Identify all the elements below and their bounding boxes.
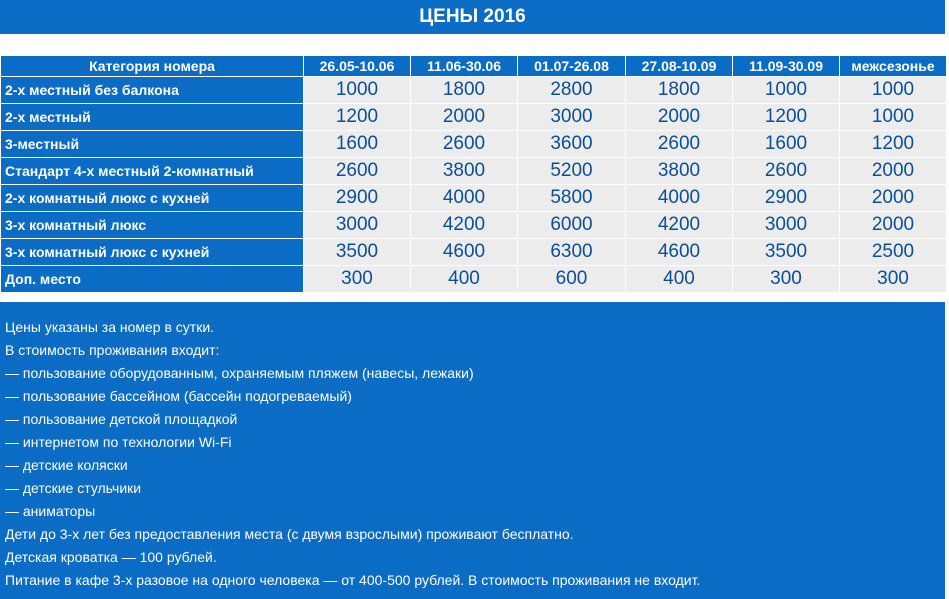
price-cell: 2600	[733, 158, 840, 185]
table-row	[1, 158, 947, 185]
price-cell: 1600	[304, 131, 411, 158]
table-row	[1, 131, 947, 158]
price-cell: 6300	[518, 239, 626, 266]
header-category: Категория номера	[1, 56, 304, 77]
price-cell: 3500	[304, 239, 411, 266]
price-cell: 3600	[518, 131, 626, 158]
table-header-row	[1, 56, 947, 77]
price-cell: 1800	[411, 77, 518, 104]
price-cell: 2800	[518, 77, 626, 104]
price-cell: 3000	[304, 212, 411, 239]
note-line: В стоимость проживания входит:	[5, 342, 220, 358]
table-row	[1, 266, 947, 293]
note-line: — детские стульчики	[5, 480, 142, 496]
price-cell: 300	[840, 266, 947, 293]
price-cell: 5800	[518, 185, 626, 212]
price-cell: 600	[518, 266, 626, 293]
room-category-cell: 3-х комнатный люкс с кухней	[1, 239, 304, 266]
price-cell: 1000	[840, 104, 947, 131]
header-period-1: 26.05-10.06	[304, 56, 411, 77]
price-cell: 300	[304, 266, 411, 293]
note-line: Питание в кафе 3-х разовое на одного человека — от 400-500 рублей. В стоимость проживания не входит.	[5, 572, 701, 588]
price-cell: 2600	[411, 131, 518, 158]
price-cell: 300	[733, 266, 840, 293]
price-cell: 4000	[411, 185, 518, 212]
price-cell: 5200	[518, 158, 626, 185]
room-category-cell: 3-местный	[1, 131, 304, 158]
note-line: — детские коляски	[5, 457, 128, 473]
page-title: ЦЕНЫ 2016	[0, 0, 945, 34]
price-cell: 1200	[733, 104, 840, 131]
price-cell: 2000	[840, 185, 947, 212]
table-row	[1, 104, 947, 131]
price-cell: 1200	[304, 104, 411, 131]
price-cell: 400	[411, 266, 518, 293]
price-cell: 400	[626, 266, 733, 293]
price-cell: 2000	[411, 104, 518, 131]
price-cell: 2600	[304, 158, 411, 185]
price-cell: 2900	[733, 185, 840, 212]
price-cell: 1200	[840, 131, 947, 158]
price-cell: 4000	[626, 185, 733, 212]
price-cell: 1000	[840, 77, 947, 104]
note-line: Цены указаны за номер в сутки.	[5, 319, 215, 335]
price-cell: 4200	[626, 212, 733, 239]
header-period-3: 01.07-26.08	[518, 56, 626, 77]
price-cell: 2500	[840, 239, 947, 266]
note-line: — пользование детской площадкой	[5, 411, 238, 427]
price-cell: 2000	[840, 212, 947, 239]
room-category-cell: 2-х местный без балкона	[1, 77, 304, 104]
header-off-season: межсезонье	[840, 56, 947, 77]
note-line: — пользование бассейном (бассейн подогреваемый)	[5, 388, 352, 404]
table-row	[1, 185, 947, 212]
price-cell: 3000	[518, 104, 626, 131]
note-line: — аниматоры	[5, 503, 96, 519]
header-period-5: 11.09-30.09	[733, 56, 840, 77]
price-cell: 2000	[626, 104, 733, 131]
notes-section	[0, 302, 945, 599]
price-cell: 1800	[626, 77, 733, 104]
room-category-cell: 2-х местный	[1, 104, 304, 131]
table-body	[1, 77, 947, 293]
price-cell: 3800	[626, 158, 733, 185]
note-line: Детская кроватка — 100 рублей.	[5, 549, 217, 565]
room-category-cell: 2-х комнатный люкс с кухней	[1, 185, 304, 212]
price-cell: 3800	[411, 158, 518, 185]
price-cell: 2000	[840, 158, 947, 185]
price-cell: 3000	[733, 212, 840, 239]
room-category-cell: 3-х комнатный люкс	[1, 212, 304, 239]
note-line: — пользование оборудованным, охраняемым пляжем (навесы, лежаки)	[5, 365, 474, 381]
price-cell: 1600	[733, 131, 840, 158]
table-row	[1, 239, 947, 266]
note-line: Дети до 3-х лет без предоставления места (с двумя взрослыми) проживают бесплатно.	[5, 526, 574, 542]
price-cell: 4600	[626, 239, 733, 266]
note-line: — интернетом по технологии Wi-Fi	[5, 434, 232, 450]
price-cell: 2600	[626, 131, 733, 158]
table-row	[1, 212, 947, 239]
room-category-cell: Доп. место	[1, 266, 304, 293]
price-cell: 1000	[304, 77, 411, 104]
table-row	[1, 77, 947, 104]
room-category-cell: Стандарт 4-х местный 2-комнатный	[1, 158, 304, 185]
price-table	[0, 55, 947, 293]
price-cell: 4200	[411, 212, 518, 239]
price-cell: 6000	[518, 212, 626, 239]
price-cell: 2900	[304, 185, 411, 212]
header-period-2: 11.06-30.06	[411, 56, 518, 77]
price-cell: 1000	[733, 77, 840, 104]
header-period-4: 27.08-10.09	[626, 56, 733, 77]
price-cell: 4600	[411, 239, 518, 266]
price-cell: 3500	[733, 239, 840, 266]
